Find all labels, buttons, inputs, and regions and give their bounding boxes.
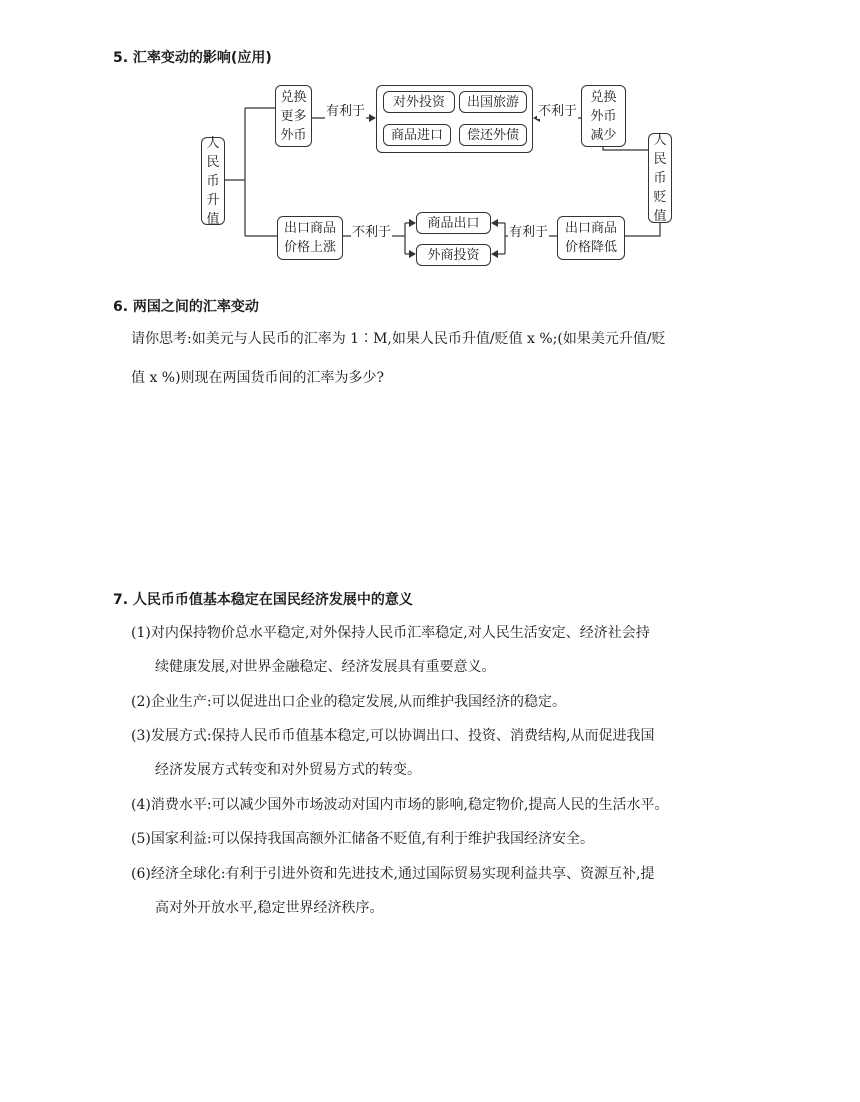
section-7-item-1-line-2: 续健康发展,对世界金融稳定、经济发展具有重要意义。	[155, 659, 496, 675]
commodity-import-box: 商品进口	[383, 124, 451, 146]
rmb-appreciation-box: 人 民 币 升 值	[201, 137, 225, 225]
section-7-title: 7. 人民币币值基本稳定在国民经济发展中的意义	[113, 592, 413, 608]
section-7-item-1-line-1: (1)对内保持物价总水平稳定,对外保持人民币汇率稳定,对人民生活安定、经济社会持	[131, 625, 650, 641]
top-effects-group	[376, 85, 533, 153]
export-price-up-box: 出口商品 价格上涨	[277, 216, 343, 260]
commodity-export-box: 商品出口	[416, 212, 491, 234]
exchange-rate-impact-diagram	[195, 80, 685, 266]
outbound-travel-box: 出国旅游	[459, 91, 527, 113]
good-for-label-top: 有利于	[325, 100, 366, 119]
bad-for-label-bottom: 不利于	[351, 221, 392, 240]
section-6-title: 6. 两国之间的汇率变动	[113, 299, 259, 315]
rmb-depreciation-box: 人 民 币 贬 值	[648, 133, 672, 223]
section-7-item-6-line-1: (6)经济全球化:有利于引进外资和先进技术,通过国际贸易实现利益共享、资源互补,提	[131, 866, 655, 882]
section-6-line-2: 值 x %)则现在两国货币间的汇率为多少?	[131, 370, 385, 386]
section-6-line-1: 请你思考:如美元与人民币的汇率为 1∶M,如果人民币升值/贬值 x %;(如果美元升值/贬	[131, 331, 666, 347]
section-7-item-4: (4)消费水平:可以减少国外市场波动对国内市场的影响,稳定物价,提高人民的生活水平。	[131, 797, 669, 813]
section-7-item-3-line-2: 经济发展方式转变和对外贸易方式的转变。	[155, 762, 421, 778]
good-for-label-bottom: 有利于	[508, 221, 549, 240]
exchange-more-box: 兑换 更多 外币	[275, 85, 312, 147]
export-price-down-box: 出口商品 价格降低	[557, 216, 625, 260]
bad-for-label-top: 不利于	[537, 100, 578, 119]
section-7-item-3-line-1: (3)发展方式:保持人民币币值基本稳定,可以协调出口、投资、消费结构,从而促进我国	[131, 728, 655, 744]
section-7-item-5: (5)国家利益:可以保持我国高额外汇储备不贬值,有利于维护我国经济安全。	[131, 831, 594, 847]
section-7-item-2: (2)企业生产:可以促进出口企业的稳定发展,从而维护我国经济的稳定。	[131, 694, 566, 710]
exchange-less-box: 兑换 外币 减少	[581, 85, 626, 147]
outbound-investment-box: 对外投资	[383, 91, 455, 113]
section-7-item-6-line-2: 高对外开放水平,稳定世界经济秩序。	[155, 900, 384, 916]
foreign-investment-box: 外商投资	[416, 244, 491, 266]
section-5-title: 5. 汇率变动的影响(应用)	[113, 50, 272, 66]
repay-foreign-debt-box: 偿还外债	[459, 124, 527, 146]
